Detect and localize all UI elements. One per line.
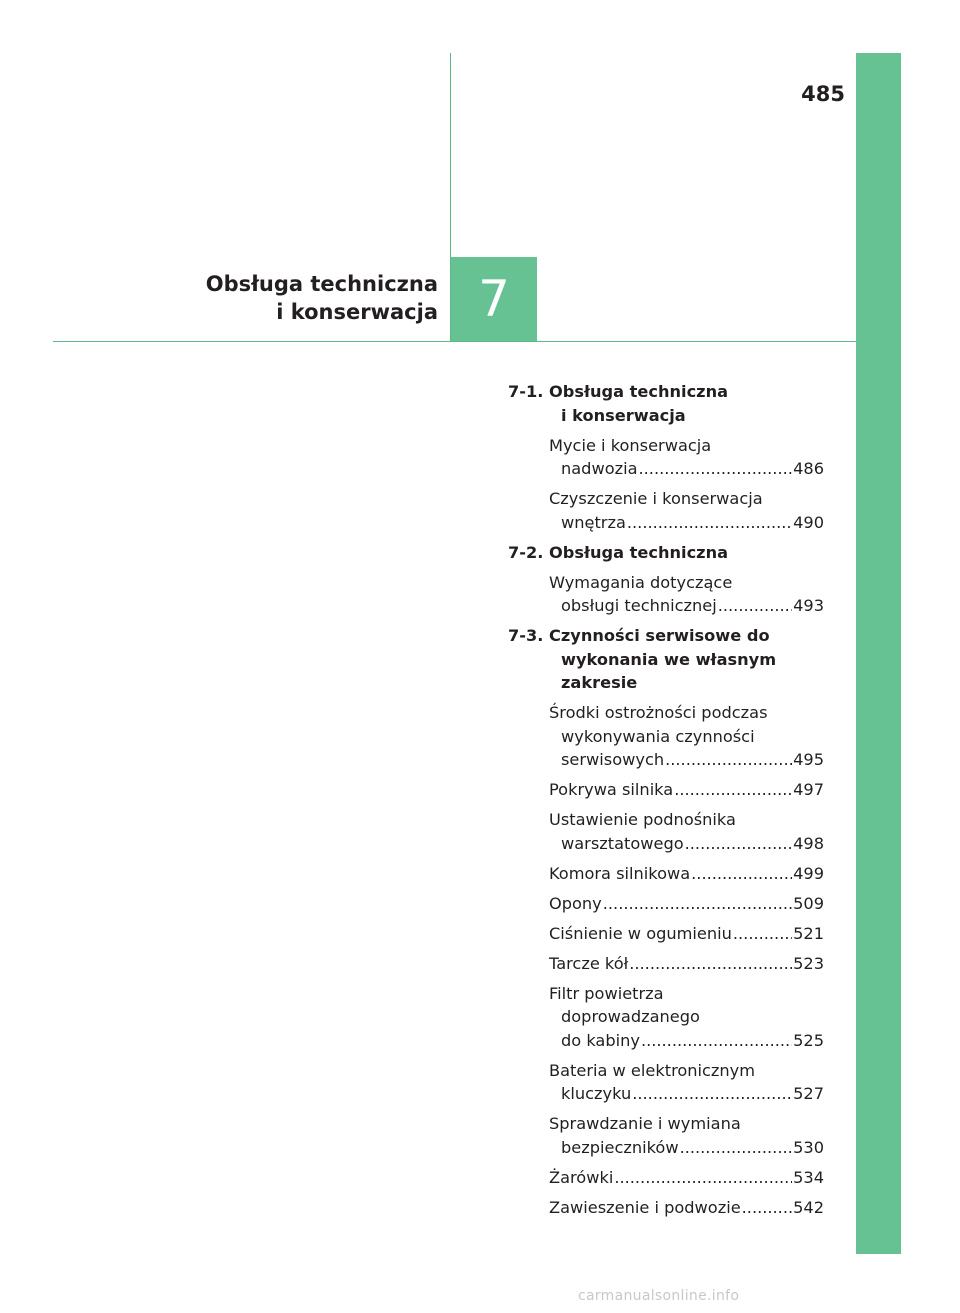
entry-title-cont: wykonywania czynności <box>561 726 755 746</box>
table-of-contents <box>508 380 824 1226</box>
entry-title: Żarówki <box>549 1167 614 1187</box>
toc-entry[interactable] <box>508 434 824 481</box>
entry-title: Pokrywa silnika <box>549 780 674 799</box>
toc-entry[interactable] <box>508 922 824 946</box>
toc-entry[interactable] <box>508 1112 824 1159</box>
entry-page: 525 <box>793 1030 824 1050</box>
entry-page: 509 <box>793 893 824 913</box>
chapter-title <box>206 270 438 326</box>
entry-leader-line <box>549 1136 824 1160</box>
entry-title-cont: warsztatowego <box>561 833 684 853</box>
entry-page: 495 <box>793 750 824 769</box>
entry-title-cont: doprowadzanego <box>561 1007 700 1026</box>
entry-leader-line <box>549 952 824 976</box>
entry-title: Sprawdzanie i wymiana <box>549 1114 741 1133</box>
entry-leader-line <box>549 862 824 886</box>
entry-page: 490 <box>793 512 824 532</box>
toc-entry[interactable] <box>508 487 824 534</box>
section-title-cont: i konserwacja <box>561 405 686 425</box>
entry-leader-line <box>549 511 824 535</box>
entry-page: 521 <box>793 923 824 943</box>
entry-title: Zawieszenie i podwozie <box>549 1197 741 1217</box>
entry-title: Filtr powietrza <box>549 983 664 1003</box>
section-title: Obsługa techniczna <box>549 542 729 562</box>
entry-title: Tarcze kół <box>549 953 629 973</box>
section-title: Czynności serwisowe do <box>549 626 770 645</box>
entry-title-cont: bezpieczników <box>561 1137 679 1157</box>
entry-title: Wymagania dotyczące <box>549 572 733 592</box>
entry-leader-line <box>549 457 824 481</box>
entry-leader-line <box>549 748 824 772</box>
watermark: carmanualsonline.info <box>578 1288 740 1304</box>
toc-entry[interactable] <box>508 808 824 855</box>
section-number: 7-1. <box>508 382 544 401</box>
entry-title: Czyszczenie i konserwacja <box>549 489 763 508</box>
entry-leader-line <box>549 922 824 946</box>
section-title-cont: wykonania we własnym <box>561 649 777 669</box>
entry-leader-line <box>549 1082 824 1106</box>
section-title: Obsługa techniczna <box>549 382 729 401</box>
entry-title: Opony <box>549 893 602 913</box>
toc-entry[interactable] <box>508 1059 824 1106</box>
entry-leader-line <box>549 778 824 802</box>
side-tab-bar <box>856 53 901 1254</box>
toc-entry[interactable] <box>508 1196 824 1220</box>
entry-page: 534 <box>793 1167 824 1187</box>
entry-title-cont: wnętrza <box>561 512 626 532</box>
toc-section-7-2 <box>508 541 824 565</box>
entry-leader-line <box>549 832 824 856</box>
entry-page: 530 <box>793 1137 824 1157</box>
horizontal-rule <box>53 341 856 342</box>
entry-page: 493 <box>793 596 824 615</box>
toc-entry[interactable] <box>508 571 824 618</box>
entry-leader-line <box>549 892 824 916</box>
entry-title-cont: nadwozia <box>561 459 638 478</box>
entry-page: 499 <box>793 863 824 883</box>
page-number: 485 <box>801 82 845 106</box>
toc-entry[interactable] <box>508 862 824 886</box>
entry-page: 498 <box>793 833 824 853</box>
entry-page: 497 <box>793 780 824 799</box>
entry-leader-line <box>549 1029 824 1053</box>
toc-entry[interactable] <box>508 1166 824 1190</box>
section-title-cont: zakresie <box>561 673 638 692</box>
toc-entry[interactable] <box>508 982 824 1053</box>
entry-title-cont: kluczyku <box>561 1084 632 1103</box>
section-number: 7-2. <box>508 542 544 562</box>
toc-entry[interactable] <box>508 952 824 976</box>
entry-page: 486 <box>793 459 824 478</box>
entry-leader-line <box>549 594 824 618</box>
toc-entry[interactable] <box>508 892 824 916</box>
entry-page: 542 <box>793 1197 824 1217</box>
toc-section-7-1 <box>508 380 824 427</box>
entry-page: 523 <box>793 953 824 973</box>
chapter-title-line1: Obsługa techniczna <box>205 272 438 296</box>
entry-title: Mycie i konserwacja <box>549 435 712 455</box>
chapter-title-line2: i konserwacja <box>276 300 438 324</box>
entry-leader-line <box>549 1166 824 1190</box>
section-number: 7-3. <box>508 626 544 645</box>
entry-title: Ciśnienie w ogumieniu <box>549 923 732 943</box>
entry-title: Komora silnikowa <box>549 863 691 883</box>
entry-title: Bateria w elektronicznym <box>549 1060 756 1080</box>
entry-title: Ustawienie podnośnika <box>549 810 736 829</box>
entry-title-cont: serwisowych <box>561 750 665 769</box>
entry-title-cont: obsługi technicznej <box>561 596 717 615</box>
toc-entry[interactable] <box>508 701 824 772</box>
toc-entry[interactable] <box>508 778 824 802</box>
entry-page: 527 <box>793 1084 824 1103</box>
entry-leader-line <box>549 1196 824 1220</box>
entry-title-cont: do kabiny <box>561 1030 640 1050</box>
entry-title: Środki ostrożności podczas <box>549 703 768 722</box>
chapter-number: 7 <box>478 270 510 328</box>
toc-section-7-3 <box>508 624 824 695</box>
